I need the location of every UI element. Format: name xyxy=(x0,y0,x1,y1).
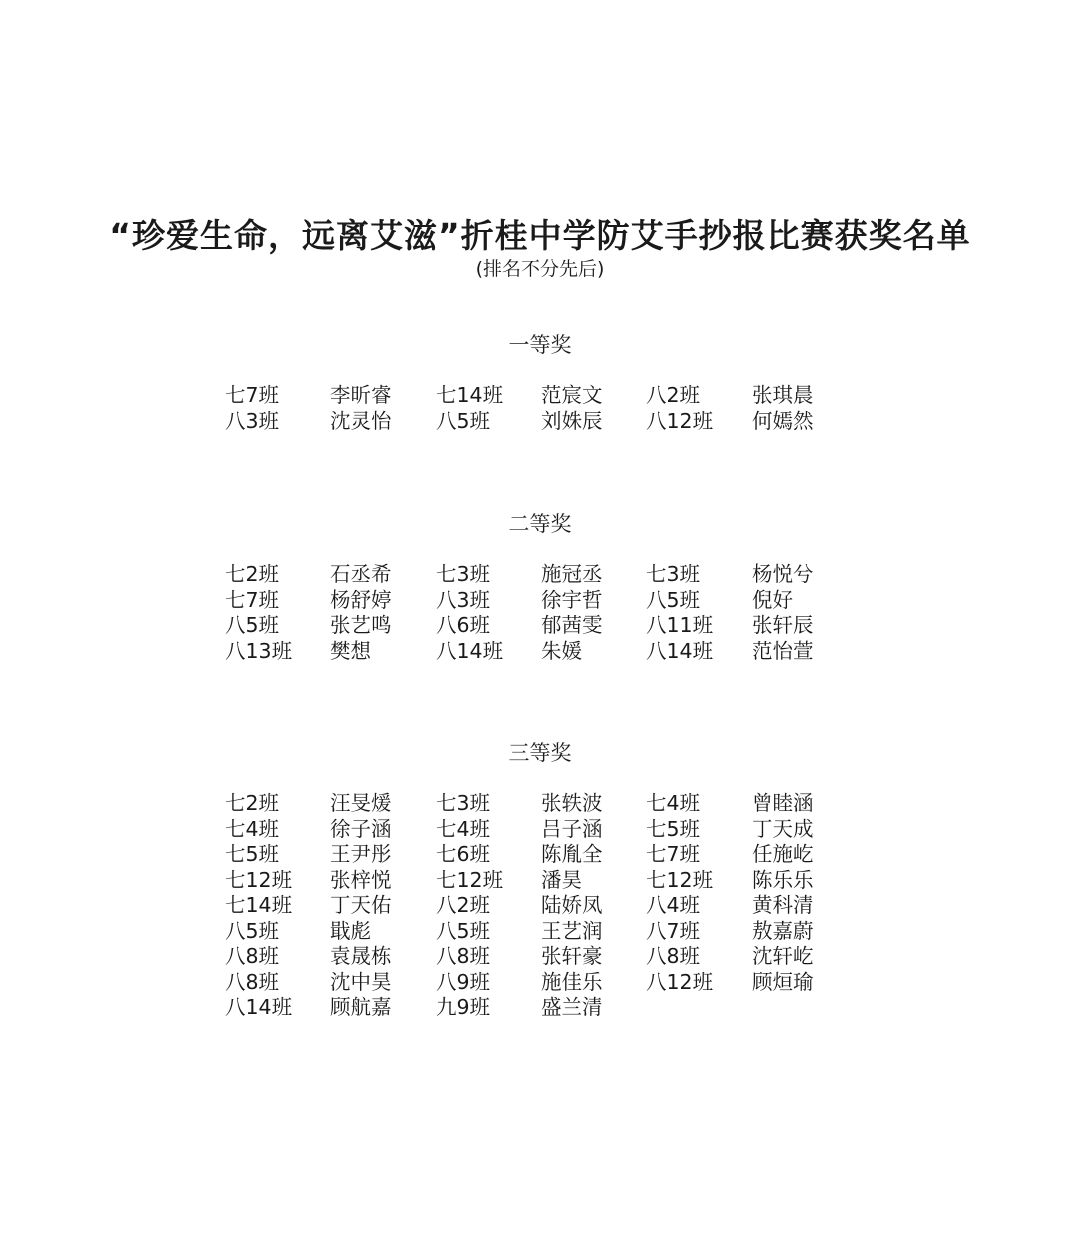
student-name-cell: 刘姝辰 xyxy=(541,408,603,433)
class-cell: 七5班 xyxy=(646,816,701,841)
class-cell: 八8班 xyxy=(436,944,491,968)
student-name-cell: 任施屹 xyxy=(752,842,814,866)
class-cell: 七3班 xyxy=(436,791,491,815)
class-cell: 七6班 xyxy=(436,842,491,866)
page-title: “珍爱生命，远离艾滋”折桂中学防艾手抄报比赛获奖名单 xyxy=(109,216,971,255)
class-cell: 八13班 xyxy=(225,638,293,663)
student-name-cell: 徐子涵 xyxy=(330,816,392,841)
class-cell: 七3班 xyxy=(646,562,701,586)
class-cell: 八11班 xyxy=(646,613,714,637)
student-name-cell: 郁茜雯 xyxy=(541,613,603,637)
class-cell: 八14班 xyxy=(436,638,504,663)
class-cell: 七12班 xyxy=(646,867,714,892)
student-name-cell: 张艺鸣 xyxy=(330,613,392,637)
class-cell: 八8班 xyxy=(646,944,701,968)
class-cell: 八5班 xyxy=(225,613,280,637)
student-name-cell: 王尹彤 xyxy=(330,842,392,866)
student-name-cell: 张琪晨 xyxy=(752,383,814,407)
student-name-cell: 沈灵怡 xyxy=(330,408,392,433)
student-name-cell: 沈轩屹 xyxy=(752,944,814,968)
student-name-cell: 王艺润 xyxy=(541,918,603,943)
student-name-cell: 张梓悦 xyxy=(330,867,392,892)
class-cell: 七14班 xyxy=(436,383,504,407)
section-heading: 二等奖 xyxy=(508,512,572,536)
class-cell: 八8班 xyxy=(225,944,280,968)
student-name-cell: 沈中昊 xyxy=(330,969,392,994)
class-cell: 八5班 xyxy=(436,408,491,433)
class-cell: 七12班 xyxy=(436,867,504,892)
student-name-cell: 朱媛 xyxy=(541,638,582,663)
student-name-cell: 徐宇哲 xyxy=(541,587,603,612)
student-name-cell: 何嫣然 xyxy=(752,408,814,433)
student-name-cell: 施冠丞 xyxy=(541,562,603,586)
student-name-cell: 潘昊 xyxy=(541,867,582,892)
class-cell: 八8班 xyxy=(225,969,280,994)
student-name-cell: 盛兰清 xyxy=(541,995,603,1019)
student-name-cell: 范怡萱 xyxy=(752,638,814,663)
student-name-cell: 丁天佑 xyxy=(330,893,392,917)
class-cell: 八14班 xyxy=(225,995,293,1019)
student-name-cell: 顾航嘉 xyxy=(330,995,392,1019)
student-name-cell: 杨舒婷 xyxy=(330,587,392,612)
class-cell: 八4班 xyxy=(646,893,701,917)
student-name-cell: 丁天成 xyxy=(752,816,814,841)
student-name-cell: 陈胤全 xyxy=(541,842,603,866)
class-cell: 七4班 xyxy=(225,816,280,841)
student-name-cell: 戢彪 xyxy=(330,918,371,943)
student-name-cell: 曾睦涵 xyxy=(752,791,814,815)
student-name-cell: 陈乐乐 xyxy=(752,867,814,892)
class-cell: 八6班 xyxy=(436,613,491,637)
student-name-cell: 樊想 xyxy=(330,638,371,663)
class-cell: 七7班 xyxy=(646,842,701,866)
student-name-cell: 范宸文 xyxy=(541,383,603,407)
student-name-cell: 敖嘉蔚 xyxy=(752,918,814,943)
class-cell: 七14班 xyxy=(225,893,293,917)
class-cell: 八3班 xyxy=(436,587,491,612)
class-cell: 八7班 xyxy=(646,918,701,943)
class-cell: 七3班 xyxy=(436,562,491,586)
student-name-cell: 吕子涵 xyxy=(541,816,603,841)
student-name-cell: 顾烜瑜 xyxy=(752,969,814,994)
student-name-cell: 施佳乐 xyxy=(541,969,603,994)
class-cell: 七4班 xyxy=(646,791,701,815)
student-name-cell: 张轩辰 xyxy=(752,613,814,637)
student-name-cell: 石丞希 xyxy=(330,562,392,586)
class-cell: 八12班 xyxy=(646,408,714,433)
class-cell: 八2班 xyxy=(436,893,491,917)
class-cell: 七4班 xyxy=(436,816,491,841)
class-cell: 八12班 xyxy=(646,969,714,994)
section-heading: 三等奖 xyxy=(508,741,572,765)
student-name-cell: 杨悦兮 xyxy=(752,562,814,586)
student-name-cell: 张轶波 xyxy=(541,791,603,815)
class-cell: 八14班 xyxy=(646,638,714,663)
class-cell: 七2班 xyxy=(225,791,280,815)
student-name-cell: 汪旻煖 xyxy=(330,791,392,815)
section-heading: 一等奖 xyxy=(508,333,572,357)
student-name-cell: 黄科清 xyxy=(752,893,814,917)
class-cell: 八5班 xyxy=(436,918,491,943)
student-name-cell: 陆娇凤 xyxy=(541,893,603,917)
class-cell: 七2班 xyxy=(225,562,280,586)
class-cell: 七7班 xyxy=(225,383,280,407)
student-name-cell: 倪好 xyxy=(752,587,793,612)
page-subtitle: (排名不分先后) xyxy=(475,258,605,280)
class-cell: 九9班 xyxy=(436,995,491,1019)
class-cell: 八9班 xyxy=(436,969,491,994)
class-cell: 七5班 xyxy=(225,842,280,866)
student-name-cell: 张轩豪 xyxy=(541,944,603,968)
class-cell: 七12班 xyxy=(225,867,293,892)
class-cell: 八5班 xyxy=(225,918,280,943)
class-cell: 七7班 xyxy=(225,587,280,612)
class-cell: 八2班 xyxy=(646,383,701,407)
student-name-cell: 袁晟栋 xyxy=(330,944,392,968)
class-cell: 八5班 xyxy=(646,587,701,612)
class-cell: 八3班 xyxy=(225,408,280,433)
student-name-cell: 李昕睿 xyxy=(330,383,392,407)
